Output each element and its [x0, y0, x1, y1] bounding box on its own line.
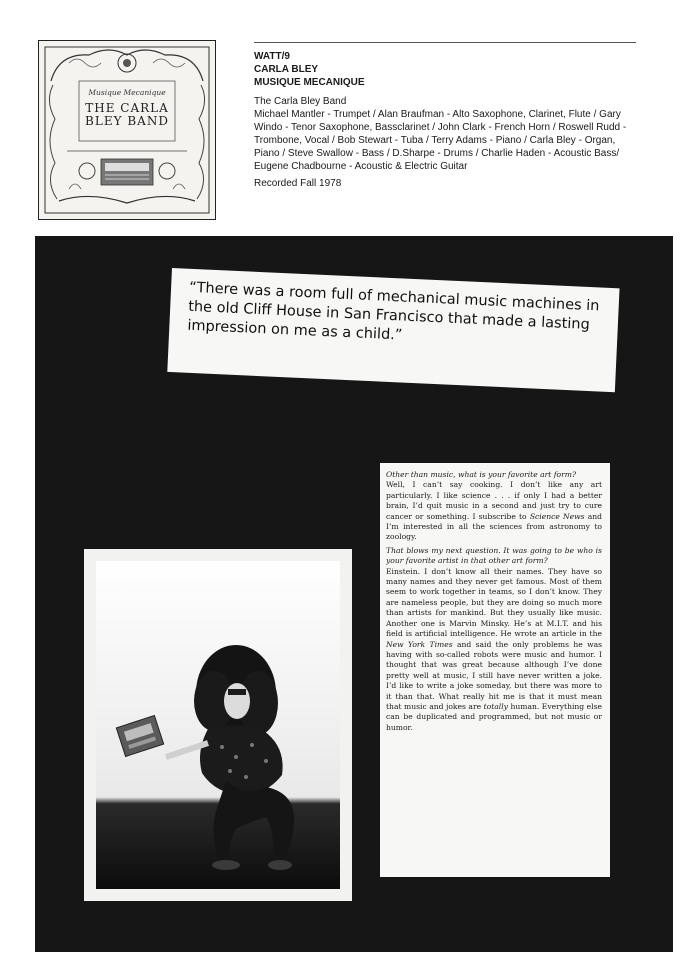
- artist-photo: [84, 549, 352, 901]
- interview-question-1: Other than music, what is your favorite art form?: [386, 470, 577, 479]
- header-rule: [254, 42, 636, 43]
- carla-bley-photo-illustration: [96, 561, 340, 889]
- band-name: The Carla Bley Band: [254, 96, 347, 107]
- interview-question-2: That blows my next question. It was going to be who is your favorite artist in that other art form?: [386, 545, 602, 566]
- recording-date: Recorded Fall 1978: [254, 178, 342, 189]
- cover-subtitle: Musique Mecanique: [88, 88, 166, 97]
- personnel-list: Michael Mantler - Trumpet / Alan Braufman - Alto Saxophone, Clarinet, Flute / Gary Windo - Tenor Saxophone, Bassclarinet / John Clark - French Horn / Roswell Rudd - Trombone, Vocal / Bob Stewart - Tuba / Terry Adams - Piano / Carla Bley - Organ, Piano / Steve Swallow - Bass / D.Sharpe - Drums / Charlie Haden - Acoustic Bass/ Eugene Chadbourne - Acoustic & Electric Guitar: [254, 109, 627, 172]
- catalog-number: WATT/9: [254, 51, 290, 62]
- artist-name: CARLA BLEY: [254, 64, 319, 75]
- ornamental-frame-illustration: [39, 41, 215, 219]
- album-title: MUSIQUE MECANIQUE: [254, 77, 365, 88]
- cover-band-name: THE CARLA BLEY BAND: [85, 101, 169, 128]
- interview-answer-1: Well, I can’t say cooking. I don’t like any art particularly. I like science . . . if only I had a better brain, I’d quit music in a second and just try to cure cancer or something. I subscribe to Science News and I’m interested in all the sciences from astronomy to zoology.: [386, 480, 602, 542]
- pull-quote: “There was a room full of mechanical music machines in the old Cliff House in San Francisco that made a lasting impression on me as a child.”: [187, 279, 600, 344]
- album-cover: [38, 40, 216, 220]
- quote-slip: [167, 268, 619, 392]
- album-info: [254, 50, 639, 190]
- interview-text: [380, 463, 610, 877]
- interview-answer-2: Einstein. I don’t know all their names. They have so many names and they never get famous. Most of them seem to work together in teams, so I don’t know. They are nameless people, but they are doing so much more than artists for mankind. But they usually like music. Another one is Marvin Minsky. He’s at M.I.T. and his field is artificial intelligence. He wrote an article in the New York Times and said the only problems he was having with so-called robots were music and humor. I thought that was great because although I’ve done pretty well at music, I still have never written a joke. I’d like to write a joke someday, but there was more to it than that. What really hit me is that it must mean that music and jokes are totally human. Everything else can be duplicated and programmed, but not music or humor.: [386, 566, 602, 732]
